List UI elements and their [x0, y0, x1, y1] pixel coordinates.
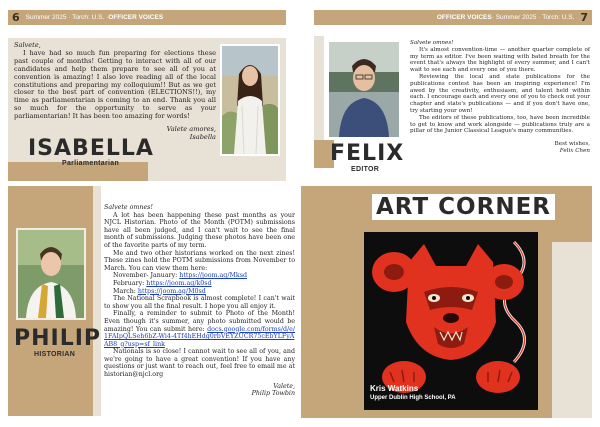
philip-portrait-illustration	[18, 230, 84, 318]
philip-para-2: Me and two other historians worked on the next zines! These zines hold the POTM submissions from November to March. You can view them here:	[104, 249, 295, 272]
philip-signoff-1: Valete,	[273, 382, 295, 390]
philip-letter	[104, 204, 295, 398]
philip-link-1-label: November- January:	[113, 272, 180, 280]
felix-photo	[327, 40, 401, 139]
felix-left-strip	[314, 36, 324, 154]
felix-role: EDITOR	[351, 166, 380, 173]
philip-para-5: Nationals is so close! I cannot wait to see all of you, and we're going to have a great convention! If you have any questions or just want to reach out, feel free to email me at historian@njcl.org	[104, 348, 295, 379]
isabella-signoff-1: Valete amores,	[166, 125, 216, 134]
isabella-body: I have had so much fun preparing for elections these past couple of months! Getting to interact with all of our candidates and help them prepare to see all of you at convention is amazing! I also love reading all of the local constitutions and preparing my colloquium!! But as we get closer to the best part of convention (ELECTIONS!!), my time as parliamentarian is coming to an end. Thank you all so much for the opportunity to serve as your parliamentarian! It has been too amazing for words!	[14, 48, 216, 121]
philip-name: PHILIP	[14, 326, 102, 351]
philip-para-4-text: Finally, a reminder to submit to Photo of the Month! Even though it's summer, any photo submitted would be amazing! You can submit here:	[104, 310, 295, 333]
header-left-section: OFFICER VOICES	[108, 14, 164, 21]
felix-greeting: Salvete omnes!	[410, 40, 454, 46]
philip-para-1: A lot has been happening these past months as your NJCL Historian. Photo of the Month (POTM) submissions have all been judged, and I can't wait to see the final month of submissions. Judging these photos have been one of the favorite parts of my term.	[104, 211, 295, 249]
felix-signoff-1: Best wishes,	[554, 141, 590, 148]
felix-para-2: Reviewing the local and state publications for the publications contest has been an inspiring experience! I'm awed by the creativity, enthusiasm, and talent held within each. I encourage each and every one of you to check out your chapter and state's publications — and if you don't have one, try starting your own!	[410, 73, 590, 114]
header-left	[8, 10, 286, 25]
header-right-text: · Summer 2025 · Torch: U.S.	[491, 14, 575, 21]
philip-link-1-url[interactable]: https://joom.ag/Mksd	[179, 272, 247, 280]
isabella-portrait-illustration	[222, 46, 278, 154]
philip-link-3-label: March:	[113, 287, 138, 295]
art-artist-school: Upper Dublin High School, PA	[370, 395, 456, 401]
page-number-left: 6	[12, 11, 20, 24]
philip-link-3-url[interactable]: https://joom.ag/M0sd	[137, 287, 206, 295]
philip-form-link[interactable]: docs.google.com/forms/d/e/1FAIpQLSeh6bZ-Wi4-4Tf4hEHdg0rbVEYZUCR75cEbYLFyAAB8_g?usp=sf_link	[104, 325, 295, 348]
felix-letter	[410, 40, 590, 155]
isabella-signoff-2: Isabella	[189, 132, 216, 141]
art-artist-name: Kris Watkins	[370, 384, 419, 393]
philip-greeting: Salvete omnes!	[104, 204, 153, 211]
felix-signoff-2: Felix Chen	[559, 147, 590, 154]
page-number-right: 7	[580, 11, 588, 24]
philip-para-3: The National Scrapbook is almost complete! I can't wait to show you all the final result. I hope you all enjoy it.	[104, 295, 295, 310]
philip-link-1	[104, 272, 295, 280]
isabella-greeting: Salvete,	[14, 41, 41, 49]
felix-para-1: It's almost convention-time — another quarter complete of my term as editor. I've been waiting with bated breath for the event that's always the highlight of every summer, and I can't wait to see each and every one of you there.	[410, 46, 590, 74]
art-corner-title: ART CORNER	[372, 194, 555, 220]
art-cream-corner	[552, 242, 592, 418]
header-right	[314, 10, 592, 25]
felix-name: FELIX	[330, 141, 405, 166]
philip-photo	[16, 228, 86, 320]
philip-signoff-2: Philip Towbin	[251, 390, 295, 398]
philip-cream-strip	[93, 186, 101, 416]
philip-link-3	[104, 288, 295, 296]
philip-link-2-label: February:	[113, 279, 147, 287]
header-left-text: Summer 2025 · Torch: U.S. ·	[25, 14, 109, 21]
philip-para-4	[104, 310, 295, 348]
isabella-letter	[14, 42, 216, 142]
header-right-section: OFFICER VOICES	[436, 14, 492, 21]
isabella-role: Parliamentarian	[62, 160, 120, 167]
philip-link-2	[104, 280, 295, 288]
philip-link-2-url[interactable]: https://joom.ag/k0sd	[146, 279, 212, 287]
philip-role: HISTORIAN	[34, 351, 76, 358]
felix-portrait-illustration	[329, 42, 399, 137]
felix-para-3: The editors of these publications, too, have been incredible to get to know and work alongside — publications truly are a pillar of the Junior Classical League's many communities.	[410, 114, 590, 135]
isabella-name: ISABELLA	[28, 136, 154, 161]
art-piece	[364, 232, 538, 410]
isabella-photo	[220, 44, 280, 156]
